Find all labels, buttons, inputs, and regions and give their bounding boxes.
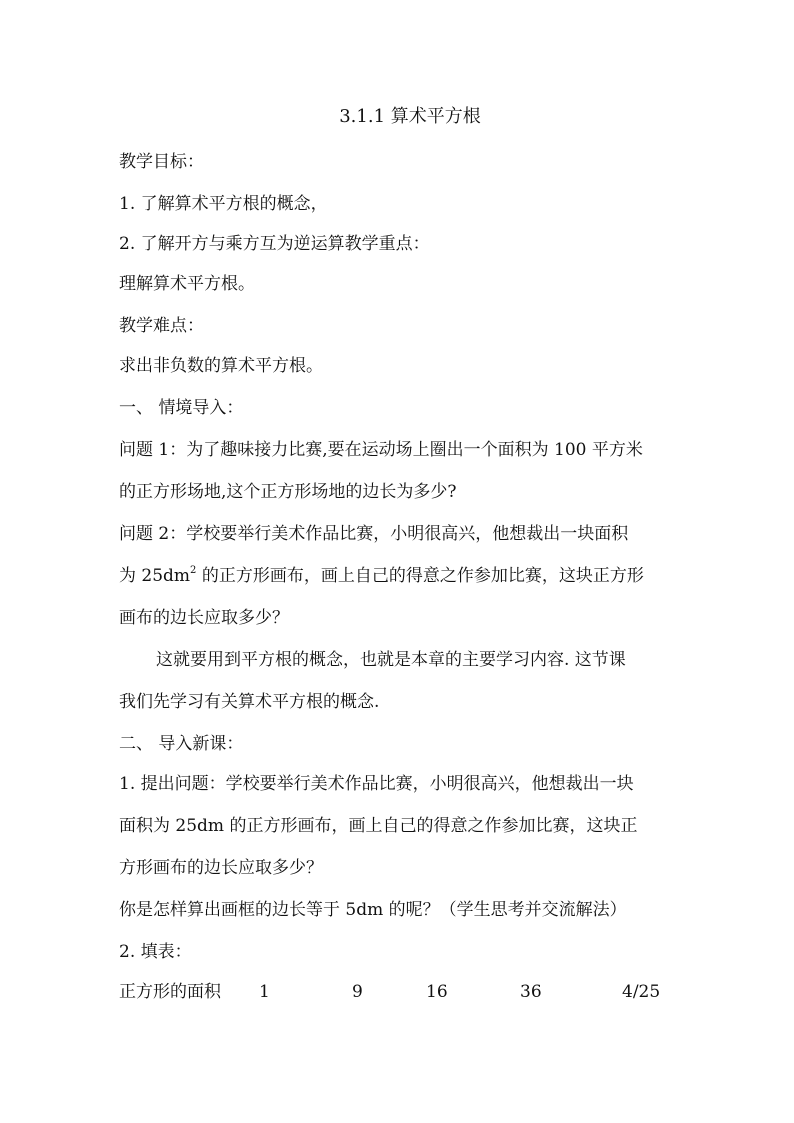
table-cell: 1 [259, 982, 270, 1002]
problem-1-line-1: 1. 提出问题：学校要举行美术作品比赛，小明很高兴，他想裁出一块 [119, 774, 634, 794]
difficulty-heading: 教学难点： [119, 316, 204, 336]
table-cell: 9 [352, 982, 363, 1002]
question-2-area-text: 为 25dm [119, 566, 191, 586]
key-point-text: 理解算术平方根。 [119, 274, 255, 294]
question-1-line-2: 的正方形场地,这个正方形场地的边长为多少? [119, 482, 457, 502]
goal-heading: 教学目标： [119, 152, 204, 172]
question-1-line-1: 问题 1：为了趣味接力比赛,要在运动场上圈出一个面积为 100 平方米 [119, 440, 643, 460]
question-2-line-2 [119, 564, 689, 588]
question-2-line-1: 问题 2：学校要举行美术作品比赛，小明很高兴，他想裁出一块面积 [119, 524, 629, 544]
problem-2-heading: 2. 填表： [119, 942, 192, 962]
table-cell: 36 [520, 982, 542, 1002]
difficulty-text: 求出非负数的算术平方根。 [119, 356, 323, 376]
question-2-rest-text: 的正方形画布，画上自己的得意之作参加比赛，这块正方形 [196, 566, 644, 586]
goal-item-2: 2. 了解开方与乘方互为逆运算教学重点： [119, 234, 430, 254]
table-row-label: 正方形的面积 [119, 982, 221, 1002]
table-cell: 16 [426, 982, 448, 1002]
table-cell: 4/25 [622, 982, 661, 1002]
goal-item-1: 1. 了解算术平方根的概念， [119, 194, 328, 214]
section-heading-2: 二、 导入新课： [119, 734, 244, 754]
intro-paragraph-line-1: 这就要用到平方根的概念，也就是本章的主要学习内容. 这节课 [156, 650, 626, 670]
problem-1-line-2: 面积为 25dm 的正方形画布，画上自己的得意之作参加比赛，这块正 [119, 816, 638, 836]
question-2-line-3: 画布的边长应取多少？ [119, 608, 289, 628]
page-title: 3.1.1 算术平方根 [339, 106, 481, 127]
intro-paragraph-line-2: 我们先学习有关算术平方根的概念. [119, 692, 380, 712]
superscript-exponent: 2 [190, 565, 197, 577]
problem-1-line-4: 你是怎样算出画框的边长等于 5dm 的呢？（学生思考并交流解法） [119, 900, 627, 920]
section-heading-1: 一、 情境导入： [119, 398, 244, 418]
problem-1-line-3: 方形画布的边长应取多少？ [119, 858, 323, 878]
